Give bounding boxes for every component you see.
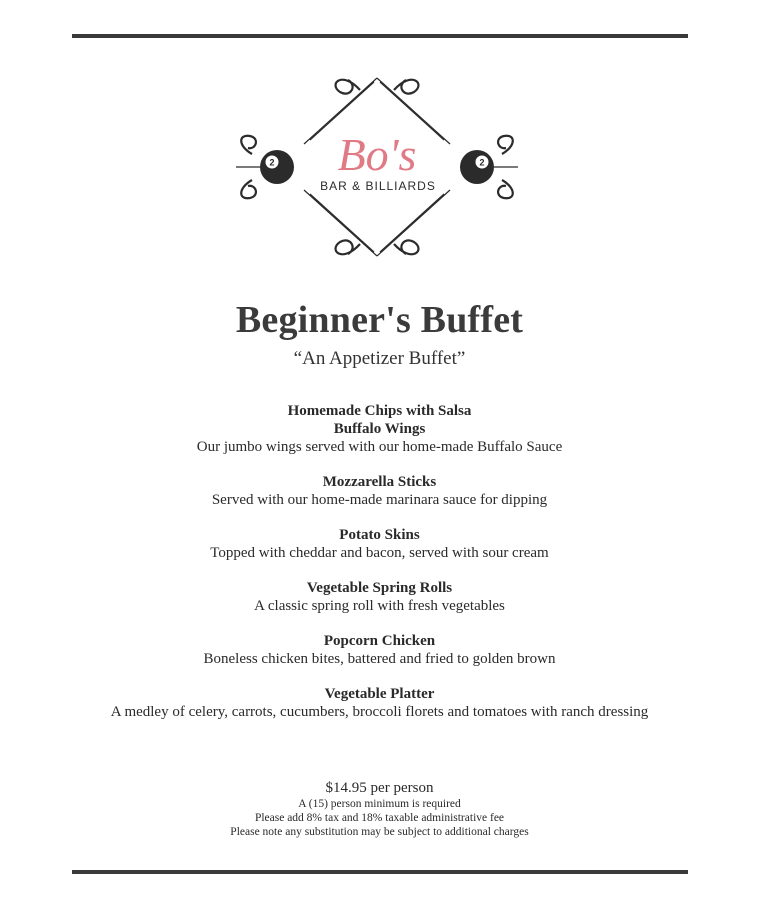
menu-item-description: Served with our home-made marinara sauce for dipping (211, 492, 548, 508)
menu-item-name: Popcorn Chicken (323, 633, 436, 649)
menu-item-description: Topped with cheddar and bacon, served with sour cream (210, 545, 549, 561)
menu-item-name: Vegetable Platter (324, 686, 435, 702)
menu-item (0, 420, 759, 456)
menu-item-description: A medley of celery, carrots, cucumbers, broccoli florets and tomatoes with ranch dressing (110, 704, 649, 720)
minimum-note: A (15) person minimum is required (298, 798, 461, 810)
brand-tagline: BAR & BILLIARDS (320, 179, 436, 193)
top-divider (72, 34, 688, 38)
menu-item-name: Vegetable Spring Rolls (306, 580, 453, 596)
menu-title: Beginner's Buffet (235, 299, 524, 341)
menu-item (0, 526, 759, 562)
menu-item (0, 473, 759, 509)
menu-item-description: Boneless chicken bites, battered and fried to golden brown (203, 651, 556, 667)
menu-list (0, 402, 759, 738)
menu-item-name: Potato Skins (339, 527, 420, 543)
menu-item (0, 579, 759, 615)
menu-item-name: Buffalo Wings (333, 421, 426, 437)
pricing-footer (0, 779, 759, 839)
menu-item (0, 402, 759, 420)
substitution-note: Please note any substitution may be subject to additional charges (230, 826, 529, 838)
brand-name: Bo's (337, 129, 417, 180)
menu-item-name: Homemade Chips with Salsa (287, 403, 472, 419)
menu-item (0, 685, 759, 721)
menu-item-description: Our jumbo wings served with our home-made Buffalo Sauce (196, 439, 563, 455)
menu-item (0, 632, 759, 668)
menu-item-name: Mozzarella Sticks (322, 474, 437, 490)
ball-number-right: 2 (479, 157, 485, 168)
bottom-divider (72, 870, 688, 874)
ball-number-left: 2 (269, 157, 275, 168)
tax-note: Please add 8% tax and 18% taxable administrative fee (254, 812, 505, 824)
menu-item-description: A classic spring roll with fresh vegetables (254, 598, 505, 614)
menu-subtitle: “An Appetizer Buffet” (293, 348, 466, 369)
price-per-person: $14.95 per person (325, 780, 434, 796)
bos-logo (232, 62, 522, 272)
